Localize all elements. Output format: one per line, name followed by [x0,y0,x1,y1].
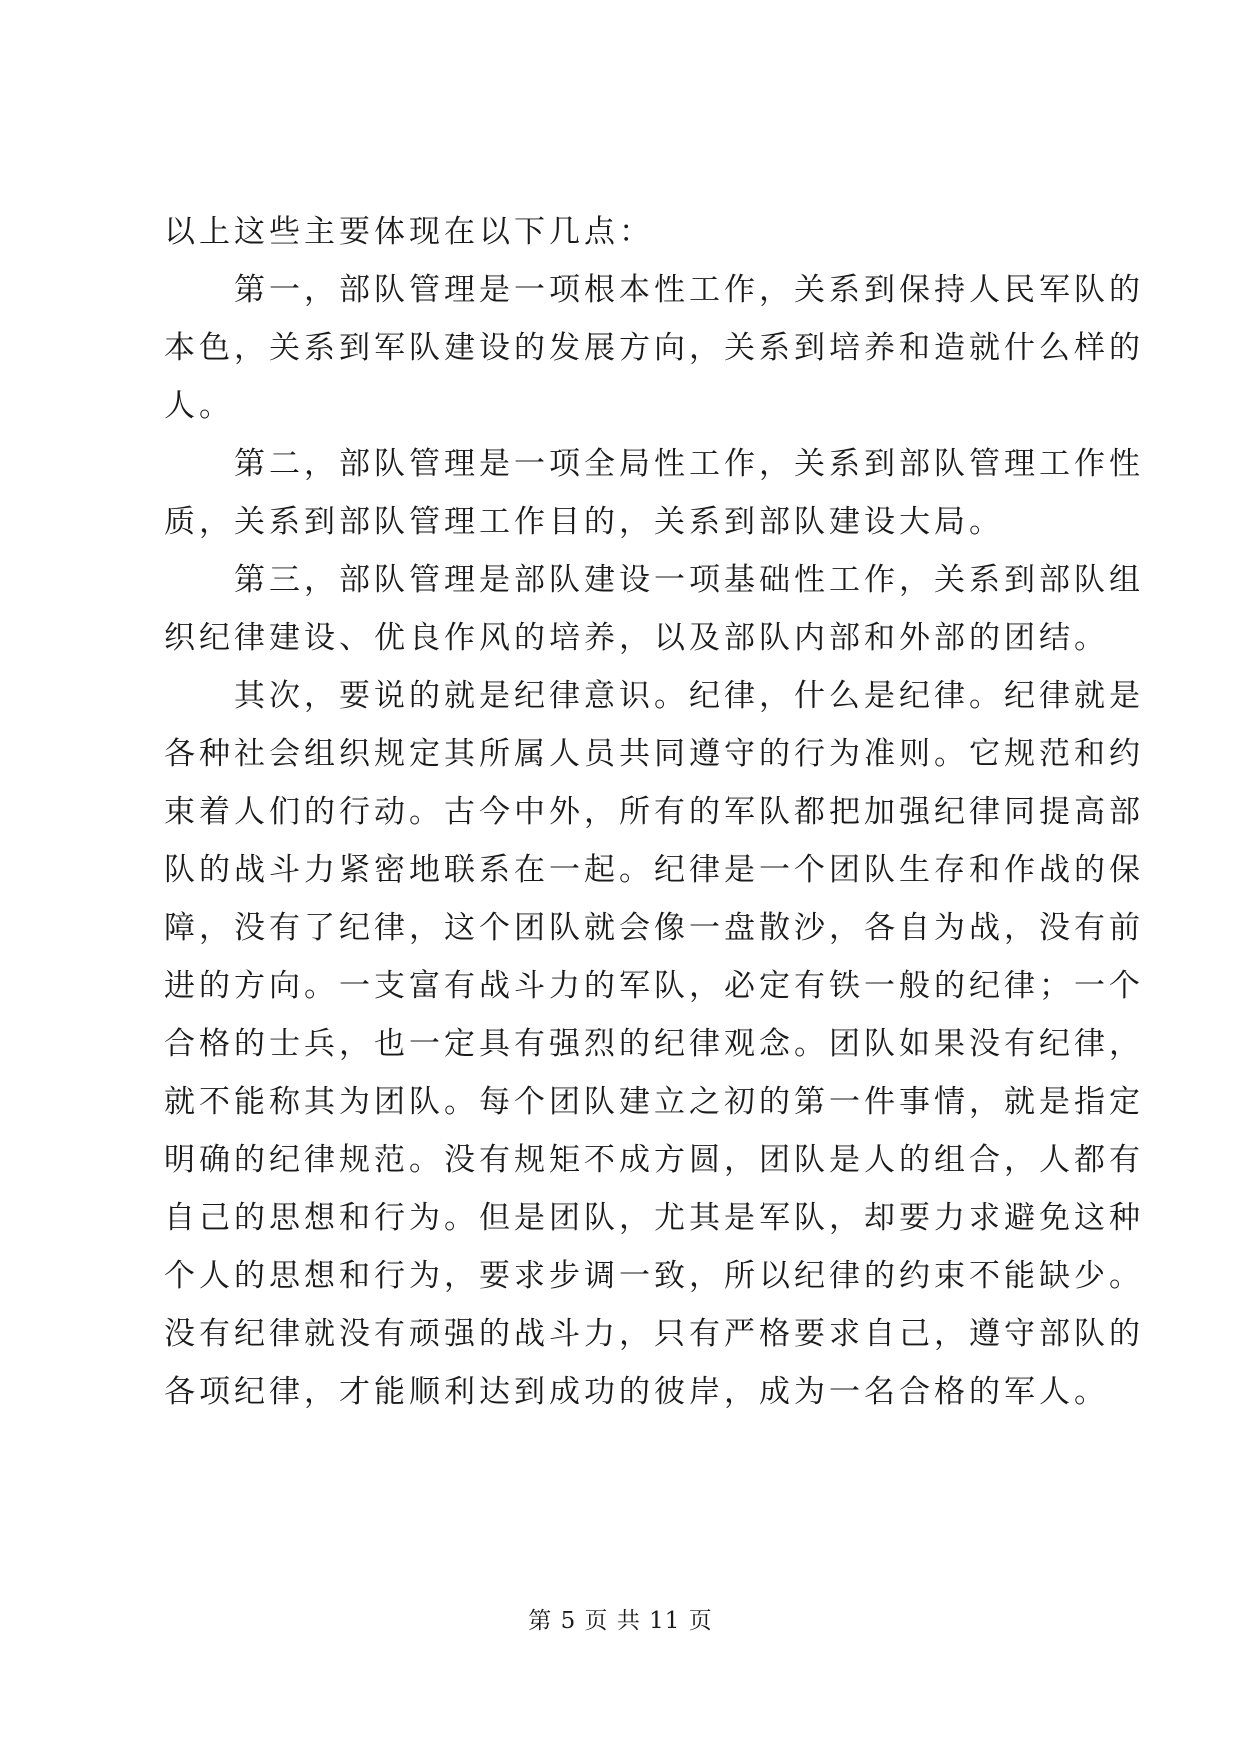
text-line: 其次，要说的就是纪律意识。纪律，什么是纪律。纪律就是 [234,678,1144,714]
text-line: 各种社会组织规定其所属人员共同遵守的行为准则。它规范和约 [164,736,1144,772]
text-line: 第三，部队管理是部队建设一项基础性工作，关系到部队组 [234,562,1144,598]
text-line: 各项纪律，才能顺利达到成功的彼岸，成为一名合格的军人。 [164,1374,1109,1410]
text-line: 本色，关系到军队建设的发展方向，关系到培养和造就什么样的 [164,330,1144,366]
text-line: 束着人们的行动。古今中外，所有的军队都把加强纪律同提高部 [164,794,1144,830]
text-line: 合格的士兵，也一定具有强烈的纪律观念。团队如果没有纪律， [164,1026,1144,1062]
text-line: 第一，部队管理是一项根本性工作，关系到保持人民军队的 [234,272,1144,308]
text-line: 没有纪律就没有顽强的战斗力，只有严格要求自己，遵守部队的 [164,1316,1144,1352]
text-line: 就不能称其为团队。每个团队建立之初的第一件事情，就是指定 [164,1084,1144,1120]
text-line: 以上这些主要体现在以下几点： [164,214,654,250]
text-line: 自己的思想和行为。但是团队，尤其是军队，却要力求避免这种 [164,1200,1144,1236]
text-line: 进的方向。一支富有战斗力的军队，必定有铁一般的纪律；一个 [164,968,1144,1004]
text-line: 织纪律建设、优良作风的培养，以及部队内部和外部的团结。 [164,620,1109,656]
text-line: 第二，部队管理是一项全局性工作，关系到部队管理工作性 [234,446,1144,482]
text-line: 个人的思想和行为，要求步调一致，所以纪律的约束不能缺少。 [164,1258,1144,1294]
page-number-footer: 第 5 页 共 11 页 [528,1608,713,1634]
text-line: 障，没有了纪律，这个团队就会像一盘散沙，各自为战，没有前 [164,910,1144,946]
text-line: 人。 [164,388,234,424]
text-line: 明确的纪律规范。没有规矩不成方圆，团队是人的组合，人都有 [164,1142,1144,1178]
text-line: 质，关系到部队管理工作目的，关系到部队建设大局。 [164,504,1004,540]
text-line: 队的战斗力紧密地联系在一起。纪律是一个团队生存和作战的保 [164,852,1144,888]
